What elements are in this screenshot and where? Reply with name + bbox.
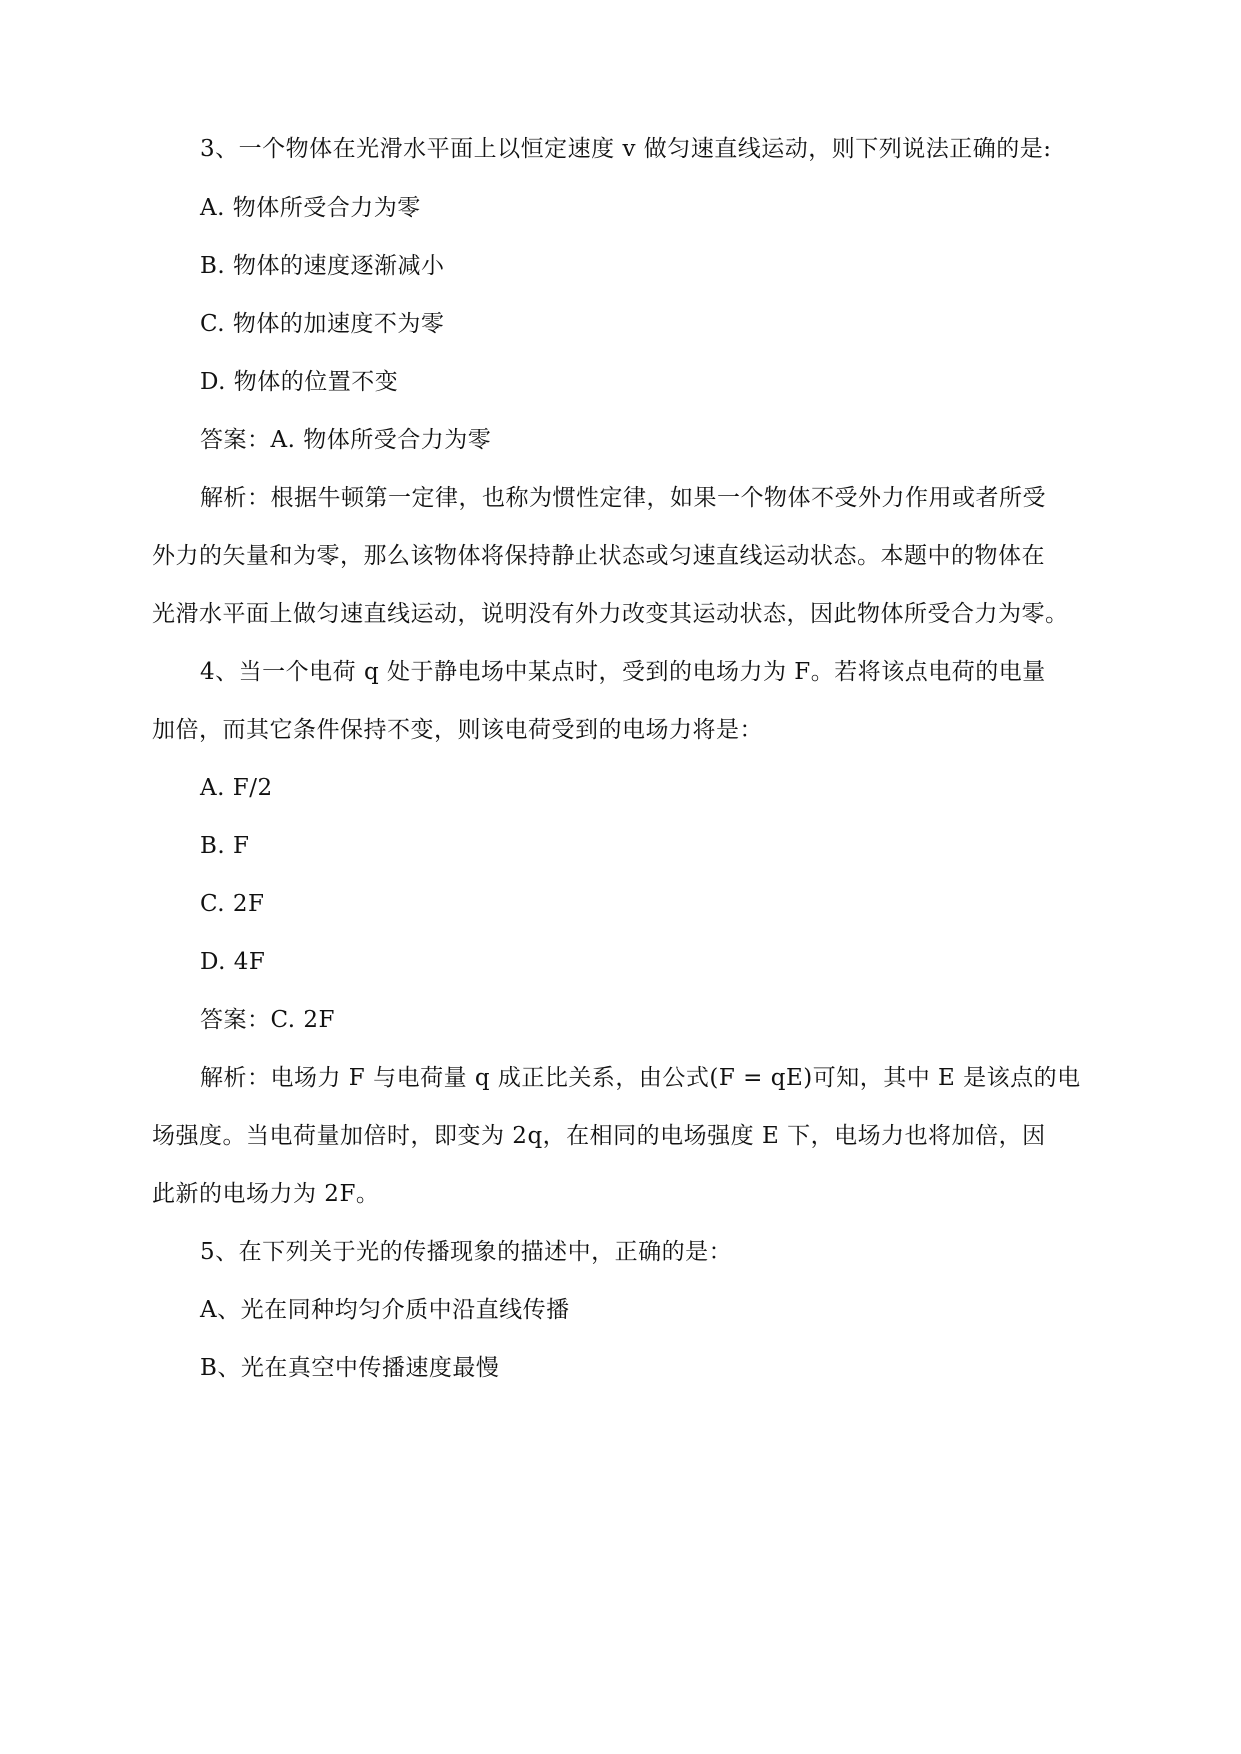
question-4-answer: 答案：C. 2F bbox=[200, 1007, 335, 1033]
question-4-analysis-line-3: 此新的电场力为 2F。 bbox=[152, 1181, 380, 1207]
question-4-option-c: C. 2F bbox=[200, 891, 265, 917]
question-3-option-b: B. 物体的速度逐渐减小 bbox=[200, 253, 445, 279]
question-3-answer: 答案：A. 物体所受合力为零 bbox=[200, 427, 492, 453]
question-4-analysis-line-2: 场强度。当电荷量加倍时，即变为 2q，在相同的电场强度 E 下，电场力也将加倍，因 bbox=[152, 1123, 1046, 1149]
question-3-analysis-line-3: 光滑水平面上做匀速直线运动，说明没有外力改变其运动状态，因此物体所受合力为零。 bbox=[152, 601, 1069, 627]
question-3-option-c: C. 物体的加速度不为零 bbox=[200, 311, 445, 337]
question-5-option-b: B、光在真空中传播速度最慢 bbox=[200, 1355, 500, 1381]
question-3-stem: 3、一个物体在光滑水平面上以恒定速度 v 做匀速直线运动，则下列说法正确的是: bbox=[200, 136, 1052, 162]
question-3-analysis-line-1: 解析：根据牛顿第一定律，也称为惯性定律，如果一个物体不受外力作用或者所受 bbox=[200, 485, 1046, 511]
question-3-option-a: A. 物体所受合力为零 bbox=[200, 195, 421, 221]
question-5-stem: 5、在下列关于光的传播现象的描述中，正确的是： bbox=[200, 1239, 733, 1265]
question-4-option-a: A. F/2 bbox=[200, 775, 273, 801]
question-5-option-a: A、光在同种均匀介质中沿直线传播 bbox=[200, 1297, 570, 1323]
question-4-stem-line-1: 4、当一个电荷 q 处于静电场中某点时，受到的电场力为 F。若将该点电荷的电量 bbox=[200, 659, 1046, 685]
question-3-analysis-line-2: 外力的矢量和为零，那么该物体将保持静止状态或匀速直线运动状态。本题中的物体在 bbox=[152, 543, 1045, 569]
question-4-option-d: D. 4F bbox=[200, 949, 266, 975]
question-4-option-b: B. F bbox=[200, 833, 250, 859]
question-4-analysis-line-1: 解析：电场力 F 与电荷量 q 成正比关系，由公式(F = qE)可知，其中 E 是该点的电 bbox=[200, 1065, 1081, 1091]
question-3-option-d: D. 物体的位置不变 bbox=[200, 369, 399, 395]
question-4-stem-line-2: 加倍，而其它条件保持不变，则该电荷受到的电场力将是： bbox=[152, 717, 763, 743]
